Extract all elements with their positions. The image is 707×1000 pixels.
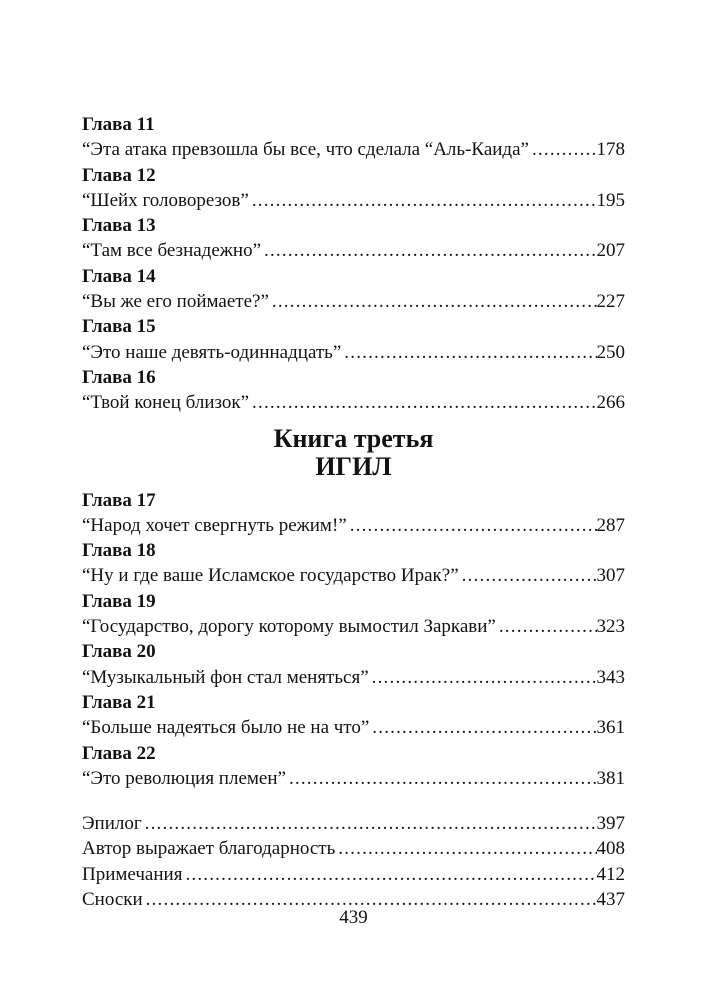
toc-entry-ch19 [82,589,625,640]
dot-leader [289,766,597,791]
toc-entry-ch21 [82,690,625,741]
toc-entry-ch22 [82,741,625,792]
toc-entry-ch20 [82,639,625,690]
dot-leader [272,289,597,314]
chapter-label: Глава 22 [82,742,156,764]
chapter-label: Глава 13 [82,215,156,237]
dot-leader [252,390,596,415]
dot-leader [185,862,596,887]
chapter-page-number: 250 [596,341,625,363]
chapter-page-number: 195 [596,189,625,211]
back-matter-page-number: 412 [596,863,625,885]
folio-page-number: 439 [339,907,368,928]
toc-line [82,188,625,213]
dot-leader [499,614,597,639]
dot-leader [462,563,597,588]
book-heading-line2: ИГИЛ [315,451,392,481]
toc-entry-ch14 [82,264,625,315]
back-matter-page-number: 397 [596,813,625,835]
chapter-label: Глава 19 [82,590,156,612]
chapter-label: Глава 16 [82,366,156,388]
chapter-label: Глава 21 [82,691,156,713]
chapter-page-number: 266 [596,392,625,414]
chapter-title: “Музыкальный фон стал меняться” [82,666,369,688]
toc-line [82,715,625,740]
chapter-title: “Государство, дорогу которому вымостил Заркави” [82,616,496,638]
chapter-page-number: 361 [596,717,625,739]
chapter-title: “Шейх головорезов” [82,189,249,211]
dot-leader [338,836,596,861]
toc-line-notes [82,862,625,887]
back-matter [82,811,625,912]
dot-leader [532,137,597,162]
book-section-heading [82,425,625,481]
toc-line [82,665,625,690]
toc-entry-ch12 [82,163,625,214]
toc-line [82,340,625,365]
chapter-page-number: 207 [596,240,625,262]
toc-line [82,289,625,314]
toc-line [82,238,625,263]
toc-page [82,112,625,912]
toc-line-acknowledgements [82,836,625,861]
chapter-label: Глава 14 [82,265,156,287]
chapter-page-number: 323 [596,616,625,638]
toc-entry-ch18 [82,538,625,589]
page-footer [0,905,707,930]
chapter-label: Глава 17 [82,489,156,511]
chapter-page-number: 178 [596,139,625,161]
dot-leader [344,340,596,365]
back-matter-title: Автор выражает благодарность [82,838,336,860]
chapter-label: Глава 15 [82,316,156,338]
back-matter-title: Сноски [82,889,143,911]
chapter-title: “Там все безнадежно” [82,240,261,262]
chapter-page-number: 381 [596,767,625,789]
toc-entry-ch11 [82,112,625,163]
chapter-label: Глава 18 [82,540,156,562]
chapter-title: “Это революция племен” [82,767,286,789]
chapter-page-number: 343 [596,666,625,688]
toc-line [82,390,625,415]
dot-leader [372,715,596,740]
toc-line [82,513,625,538]
chapter-label: Глава 12 [82,164,156,186]
back-matter-title: Примечания [82,863,183,885]
dot-leader [145,811,597,836]
book-heading-line1: Книга третья [273,423,434,453]
toc-entry-ch13 [82,213,625,264]
dot-leader [372,665,597,690]
toc-line [82,766,625,791]
toc-entry-ch15 [82,314,625,365]
back-matter-title: Эпилог [82,813,142,835]
dot-leader [252,188,597,213]
chapter-title: “Больше надеяться было не на что” [82,717,370,739]
chapter-title: “Вы же его поймаете?” [82,291,269,313]
dot-leader [264,238,597,263]
toc-entry-ch16 [82,365,625,416]
toc-line [82,137,625,162]
back-matter-page-number: 408 [596,838,625,860]
chapter-page-number: 307 [596,565,625,587]
chapter-page-number: 227 [596,291,625,313]
chapter-title: “Твой конец близок” [82,392,250,414]
toc-line [82,614,625,639]
chapter-title: “Эта атака превзошла бы все, что сделала “Аль-Каида” [82,139,529,161]
chapter-label: Глава 11 [82,114,155,135]
chapter-title: “Народ хочет свергнуть режим!” [82,514,347,536]
chapter-label: Глава 20 [82,641,156,663]
chapter-title: “Ну и где ваше Исламское государство Ирак?” [82,565,459,587]
back-matter-page-number: 437 [596,889,625,911]
toc-line-epilogue [82,811,625,836]
dot-leader [350,513,597,538]
toc-entry-ch17 [82,488,625,539]
toc-line [82,563,625,588]
chapter-page-number: 287 [596,514,625,536]
chapter-title: “Это наше девять-одиннадцать” [82,341,342,363]
